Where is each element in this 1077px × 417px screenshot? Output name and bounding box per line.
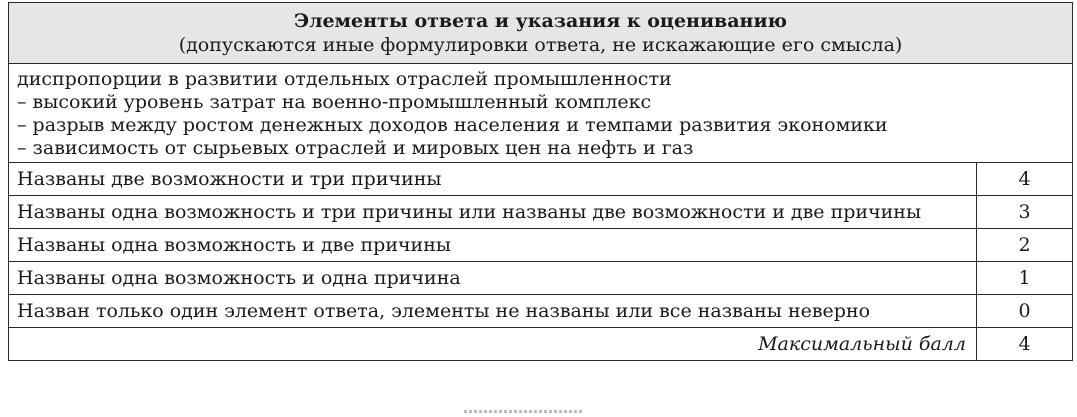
- grading-table: [8, 2, 1073, 361]
- criterion-description: Названы одна возможность и три причины или названы две возможности и две причины: [9, 196, 977, 229]
- criterion-row: [9, 163, 1073, 196]
- criterion-row: [9, 262, 1073, 295]
- criterion-description: Назван только один элемент ответа, элементы не названы или все названы неверно: [9, 295, 977, 328]
- answer-element: – высокий уровень затрат на военно-промышленный комплекс: [17, 91, 652, 113]
- grading-table-container: [8, 2, 1072, 361]
- answer-element: – разрыв между ростом денежных доходов населения и темпами развития экономики: [17, 114, 888, 136]
- criterion-description: Названы две возможности и три причины: [9, 163, 977, 196]
- answer-element: диспропорции в развитии отдельных отраслей промышленности: [17, 68, 672, 90]
- criterion-row: [9, 295, 1073, 328]
- criterion-score: 0: [977, 295, 1073, 328]
- criterion-description: Названы одна возможность и две причины: [9, 229, 977, 262]
- max-score-row: [9, 328, 1073, 361]
- header-subtitle: (допускаются иные формулировки ответа, не искажающие его смысла): [178, 34, 903, 56]
- criterion-score: 2: [977, 229, 1073, 262]
- table-header: [9, 3, 1073, 64]
- scan-artifact: [464, 410, 584, 413]
- max-score-value: 4: [977, 328, 1073, 361]
- criterion-score: 1: [977, 262, 1073, 295]
- answer-element: – зависимость от сырьевых отраслей и мировых цен на нефть и газ: [17, 137, 694, 159]
- criterion-score: 3: [977, 196, 1073, 229]
- criterion-description: Названы одна возможность и одна причина: [9, 262, 977, 295]
- criterion-row: [9, 229, 1073, 262]
- criterion-score: 4: [977, 163, 1073, 196]
- header-title: Элементы ответа и указания к оцениванию: [293, 10, 788, 32]
- answer-elements-cell: [9, 64, 1073, 163]
- criterion-row: [9, 196, 1073, 229]
- max-score-label: Максимальный балл: [9, 328, 977, 361]
